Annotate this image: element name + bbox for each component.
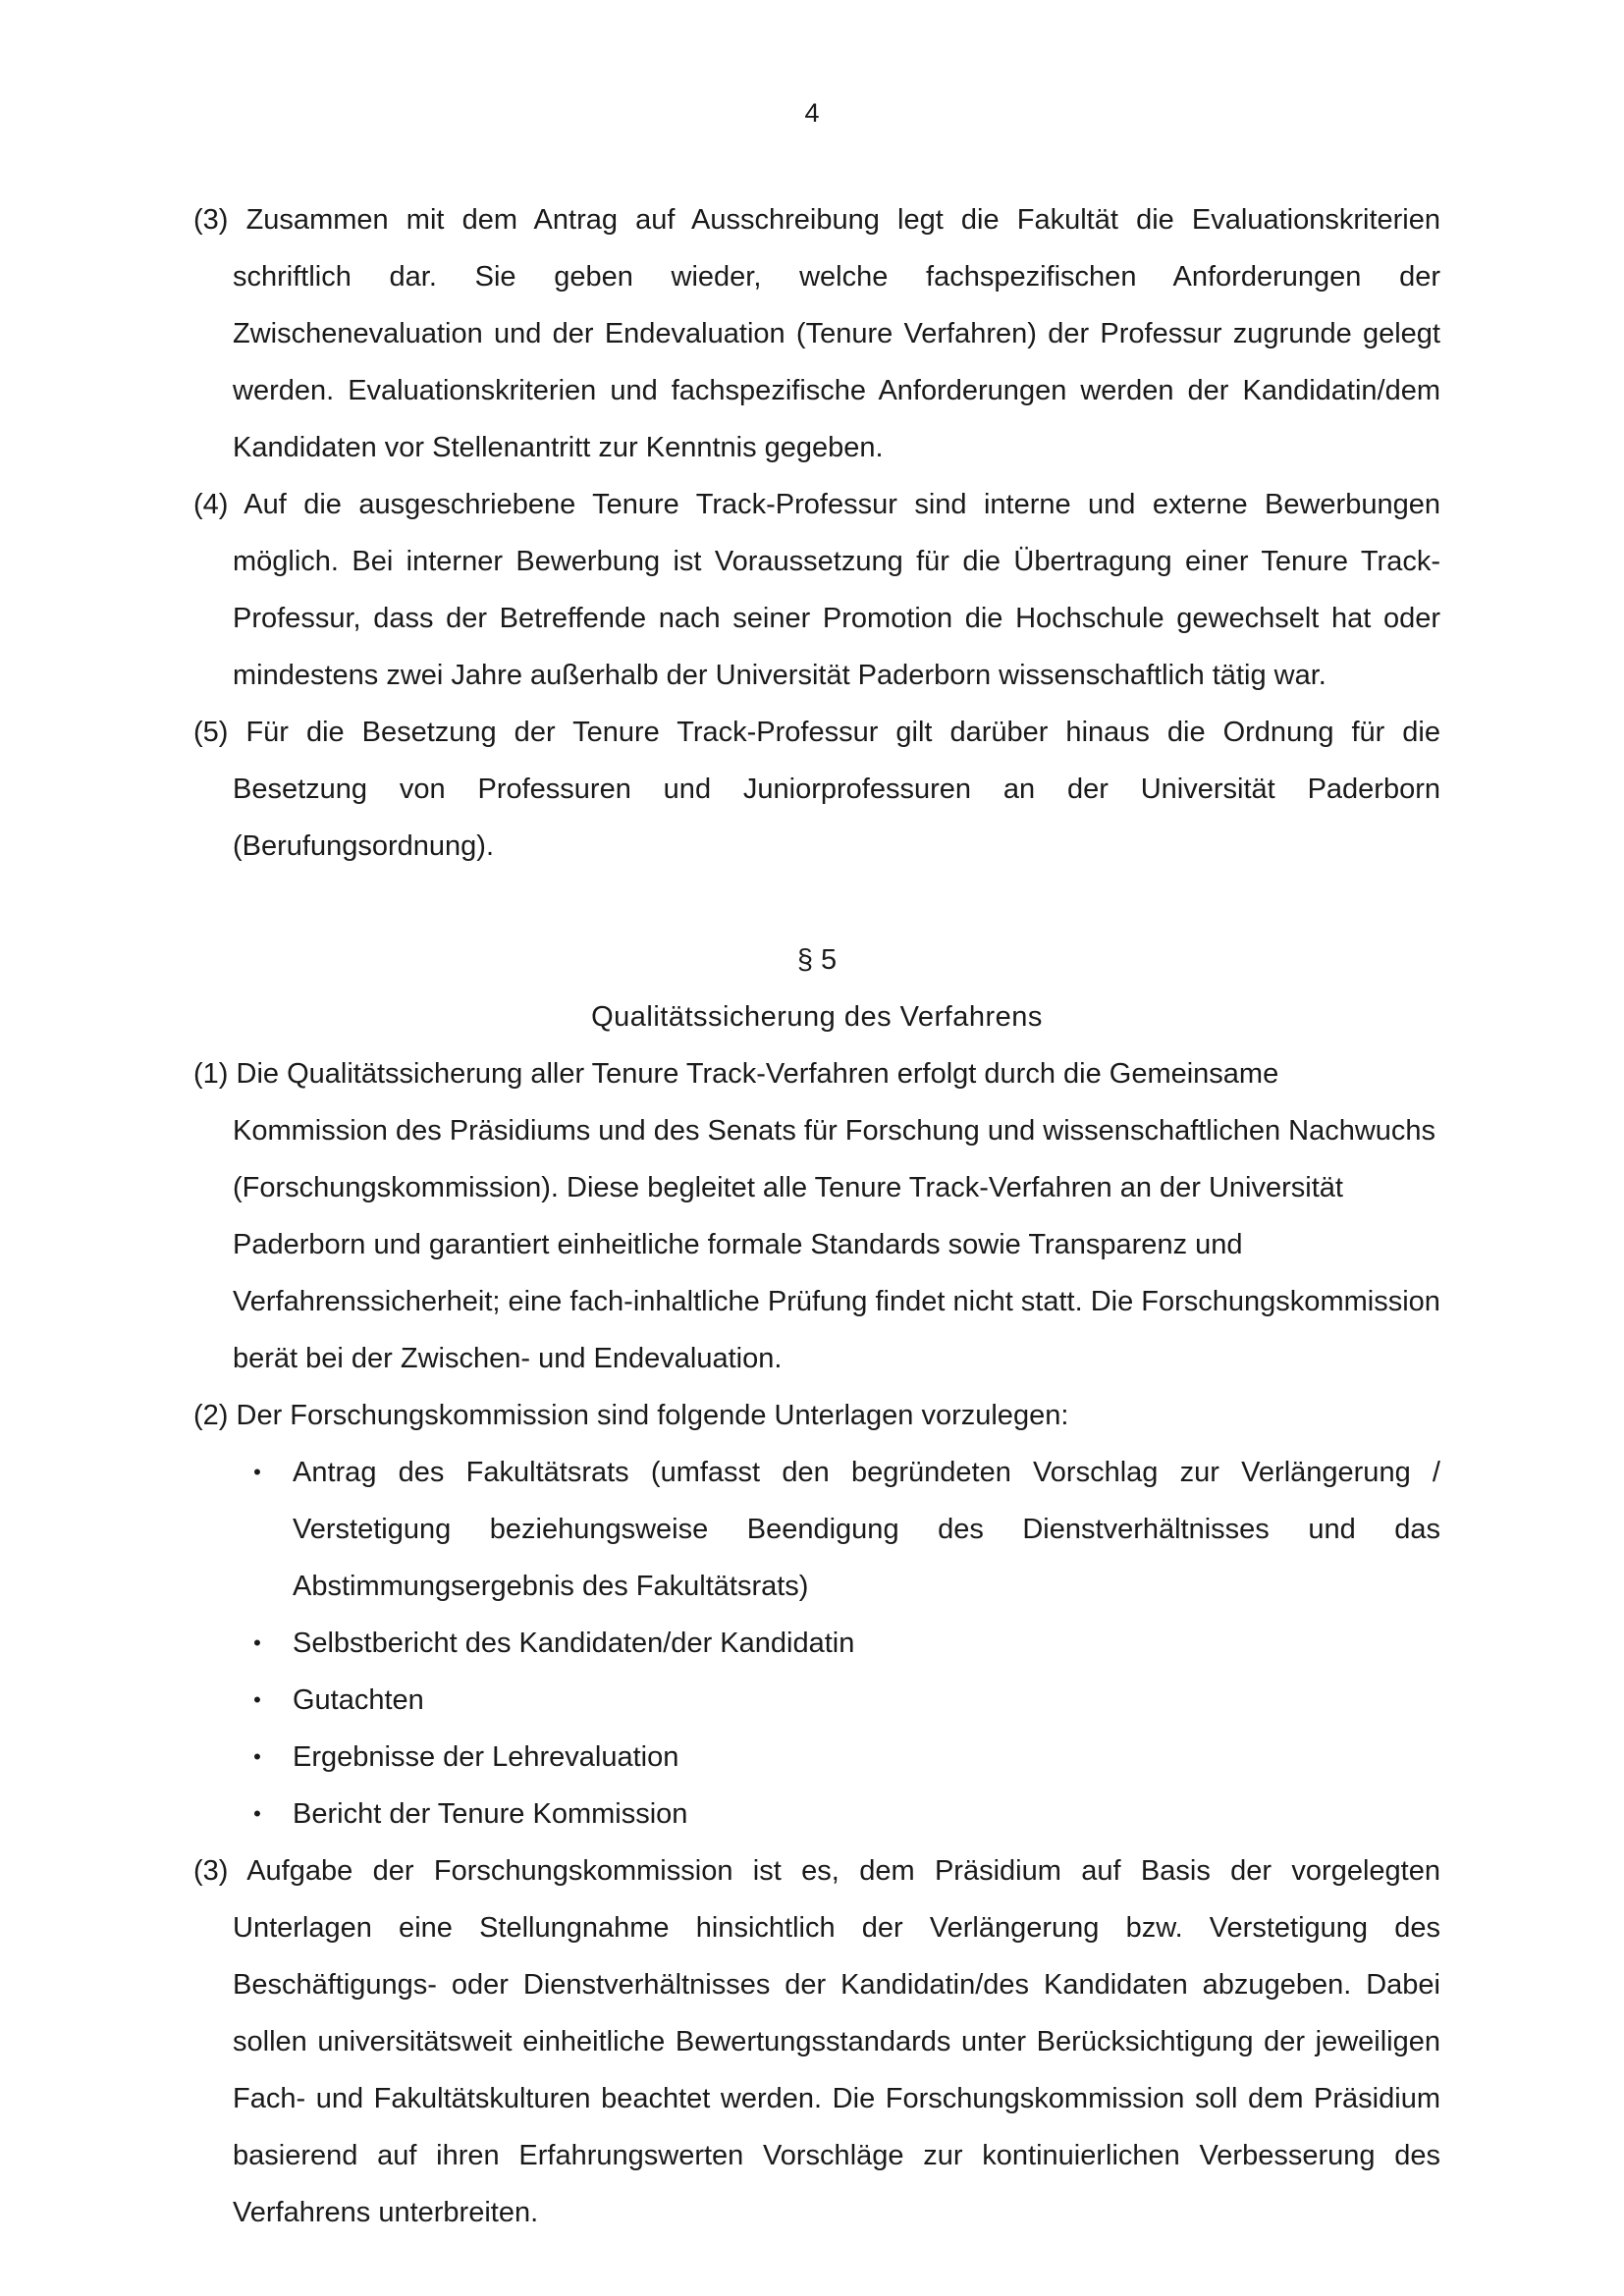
page-number: 4 <box>804 98 820 128</box>
section-paragraph-3: (3) Aufgabe der Forschungskommission ist es, dem Präsidium auf Basis der vorgelegten Unterlagen eine Stellungnahme hinsichtlich der Verlängerung bzw. Verstetigung des Beschäftigungs- oder Dienstverhältnisses der Kandidatin/des Kandidaten abzugeben. Dabei sollen universitätsweit einheitliche Bewertungsstandards unter Berücksichtigung der jeweiligen Fach- und Fakultätskulturen beachtet werden. Die Forschungskommission soll dem Präsidium basierend auf ihren Erfahrungswerten Vorschläge zur kontinuierlichen Verbesserung des Verfahrens unterbreiten. <box>193 1855 1440 2228</box>
bullet-icon: • <box>253 1744 261 1769</box>
list-item-text: Ergebnisse der Lehrevaluation <box>293 1741 679 1773</box>
document-body <box>193 191 1440 2241</box>
section-number: § 5 <box>796 944 838 976</box>
documents-list <box>193 1444 1440 1842</box>
bullet-icon: • <box>253 1460 261 1484</box>
list-item-text: Bericht der Tenure Kommission <box>293 1798 688 1830</box>
bullet-icon: • <box>253 1687 261 1712</box>
list-item-text: Selbstbericht des Kandidaten/der Kandidatin <box>293 1628 855 1659</box>
list-item-text: Gutachten <box>293 1684 424 1716</box>
bullet-icon: • <box>253 1801 261 1826</box>
paragraph-3: (3) Zusammen mit dem Antrag auf Ausschreibung legt die Fakultät die Evaluationskriterien schriftlich dar. Sie geben wieder, welche fachspezifischen Anforderungen der Zwischenevaluation und der Endevaluation (Tenure Verfahren) der Professur zugrunde gelegt werden. Evaluationskriterien und fachspezifische Anforderungen werden der Kandidatin/dem Kandidaten vor Stellenantritt zur Kenntnis gegeben. <box>193 204 1440 463</box>
list-item <box>193 1729 1440 1786</box>
paragraph-5: (5) Für die Besetzung der Tenure Track-Professur gilt darüber hinaus die Ordnung für die Besetzung von Professuren und Juniorprofessuren an der Universität Paderborn (Berufungsordnung). <box>193 717 1440 862</box>
list-item <box>193 1444 1440 1615</box>
list-item-text: Antrag des Fakultätsrats (umfasst den begründeten Vorschlag zur Verlängerung / Verstetigung beziehungsweise Beendigung des Dienstverhältnisses und das Abstimmungsergebnis des Fakultätsrats) <box>293 1457 1440 1602</box>
list-item <box>193 1786 1440 1842</box>
section-paragraph-1: (1) Die Qualitätssicherung aller Tenure Track-Verfahren erfolgt durch die Gemeinsame Kommission des Präsidiums und des Senats für Forschung und wissenschaftlichen Nachwuchs (Forschungskommission). Diese begleitet alle Tenure Track-Verfahren an der Universität Paderborn und garantiert einheitliche formale Standards sowie Transparenz und Verfahrenssicherheit; eine fach-inhaltliche Prüfung findet nicht statt. Die Forschungskommission berät bei der Zwischen- und Endevaluation. <box>193 1058 1440 1374</box>
list-item <box>193 1615 1440 1672</box>
section-paragraph-2: (2) Der Forschungskommission sind folgende Unterlagen vorzulegen: <box>193 1400 1069 1431</box>
section-title: Qualitätssicherung des Verfahrens <box>591 1001 1043 1033</box>
list-item <box>193 1672 1440 1729</box>
bullet-icon: • <box>253 1630 261 1655</box>
paragraph-4: (4) Auf die ausgeschriebene Tenure Track-Professur sind interne und externe Bewerbungen möglich. Bei interner Bewerbung ist Voraussetzung für die Übertragung einer Tenure Track-Professur, dass der Betreffende nach seiner Promotion die Hochschule gewechselt hat oder mindestens zwei Jahre außerhalb der Universität Paderborn wissenschaftlich tätig war. <box>193 489 1440 691</box>
